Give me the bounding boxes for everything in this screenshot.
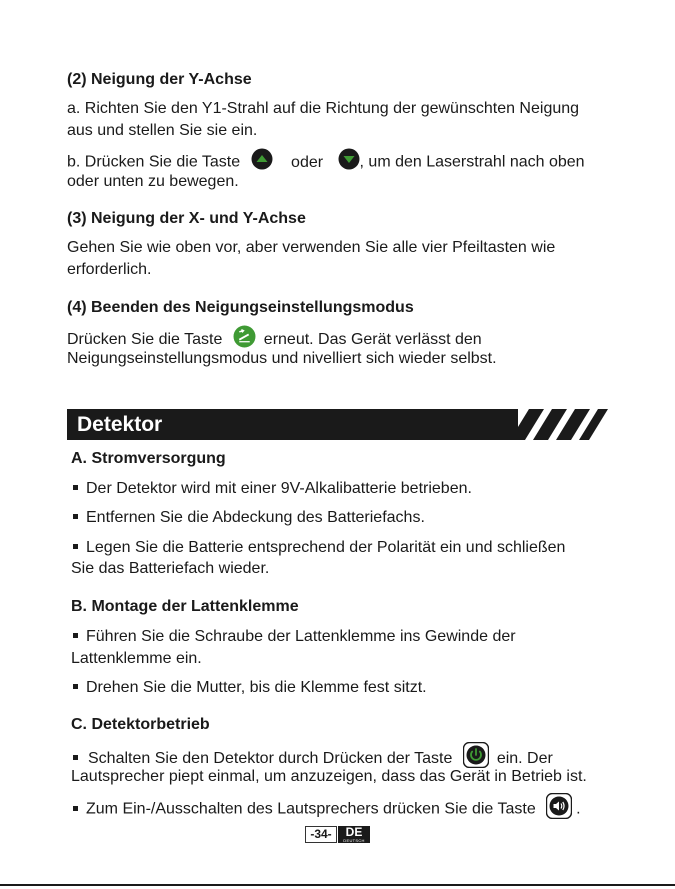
para-2b-text2: oder <box>291 153 324 171</box>
bullet-marker <box>73 514 78 519</box>
bullet-marker <box>73 485 78 490</box>
heading-clamp-mounting: B. Montage der Lattenklemme <box>71 598 299 615</box>
bullet-c2-text1: Zum Ein-/Ausschalten des Lautsprechers drücken Sie die Taste <box>86 800 536 818</box>
bullet-a1 <box>71 477 472 500</box>
bullet-a3-line2: Sie das Batteriefach wieder. <box>71 560 270 577</box>
language-code: DE <box>345 825 363 839</box>
bullet-c1-text1: Schalten Sie den Detektor durch Drücken der Taste <box>88 749 453 767</box>
arrow-down-icon <box>338 148 360 177</box>
bullet-b2 <box>71 676 427 699</box>
para-2b-text1: b. Drücken Sie die Taste <box>67 153 241 171</box>
bullet-c1-line2: Lautsprecher piept einmal, um anzuzeigen, dass das Gerät in Betrieb ist. <box>71 768 587 785</box>
bullet-c1-text2: ein. Der <box>496 749 553 767</box>
bullet-marker <box>73 755 78 760</box>
page-number: -34- <box>305 826 337 843</box>
para-2b-line2: oder unten zu bewegen. <box>67 173 239 190</box>
bullet-c2 <box>71 793 581 826</box>
bullet-marker <box>73 633 78 638</box>
para-4-text1: Drücken Sie die Taste <box>67 331 223 349</box>
bullet-marker <box>73 806 78 811</box>
para-4-text2: erneut. Das Gerät verlässt den <box>263 331 482 349</box>
bullet-a1-text: Der Detektor wird mit einer 9V-Alkalibatterie betrieben. <box>86 480 472 497</box>
bullet-a3-text: Legen Sie die Batterie entsprechend der Polarität ein und schließen <box>86 539 566 556</box>
bullet-b2-text: Drehen Sie die Mutter, bis die Klemme fest sitzt. <box>86 679 427 696</box>
bullet-b1 <box>71 625 516 648</box>
para-3-line2: erforderlich. <box>67 261 152 278</box>
para-4-line2: Neigungseinstellungsmodus und nivelliert sich wieder selbst. <box>67 350 497 367</box>
bullet-c2-text2: . <box>576 800 581 818</box>
arrow-up-icon <box>251 148 273 177</box>
language-badge <box>338 826 370 843</box>
speaker-icon <box>546 793 572 826</box>
heading-exit-tilt: (4) Beenden des Neigungseinstellungsmodus <box>67 299 414 316</box>
heading-xy-tilt: (3) Neigung der X- und Y-Achse <box>67 210 306 227</box>
language-name: DEUTSCH <box>343 838 365 843</box>
banner-title: Detektor <box>77 413 163 436</box>
bottom-rule <box>0 884 675 886</box>
para-2b-text3: , um den Laserstrahl nach oben <box>359 153 585 171</box>
para-3-line1: Gehen Sie wie oben vor, aber verwenden Sie alle vier Pfeiltasten wie <box>67 239 556 256</box>
bullet-marker <box>73 684 78 689</box>
bullet-a2 <box>71 506 425 529</box>
bullet-b1-line2: Lattenklemme ein. <box>71 650 202 667</box>
bullet-a2-text: Entfernen Sie die Abdeckung des Batteriefachs. <box>86 509 425 526</box>
heading-power-supply: A. Stromversorgung <box>71 450 226 467</box>
bullet-a3 <box>71 536 565 559</box>
heading-detector-operation: C. Detektorbetrieb <box>71 716 210 733</box>
para-2a-line1: a. Richten Sie den Y1-Strahl auf die Richtung der gewünschten Neigung <box>67 100 580 117</box>
bullet-marker <box>73 544 78 549</box>
heading-y-tilt: (2) Neigung der Y-Achse <box>67 71 252 88</box>
para-2a-line2: aus und stellen Sie sie ein. <box>67 122 258 139</box>
bullet-b1-text: Führen Sie die Schraube der Lattenklemme ins Gewinde der <box>86 628 516 645</box>
